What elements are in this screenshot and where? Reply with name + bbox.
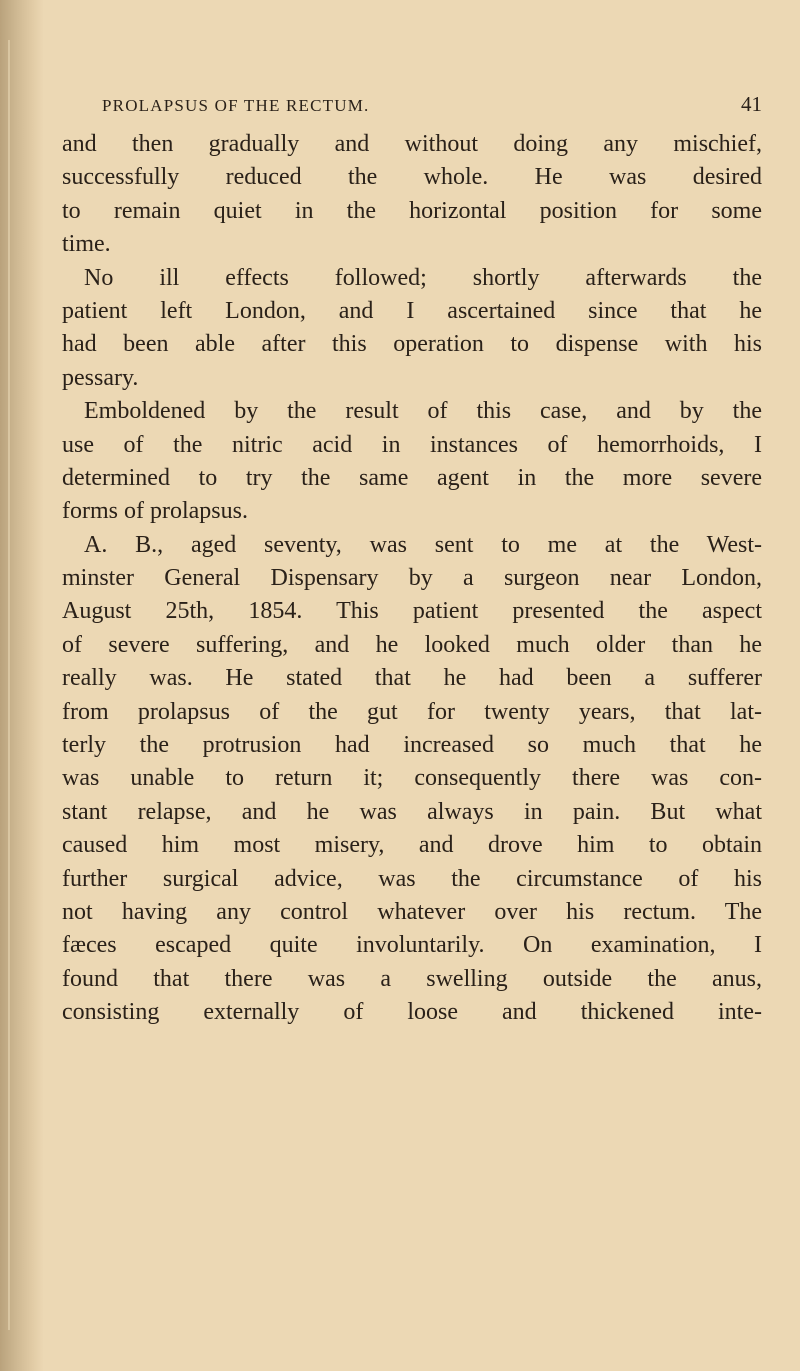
page-number: 41 [741,92,762,116]
text-line: minster General Dispensary by a surgeon near London, [62,565,762,592]
text-line: forms of prolapsus. [62,498,248,525]
text-line: stant relapse, and he was always in pain. But what [62,798,762,825]
text-line: terly the protrusion had increased so much that he [62,732,762,759]
text-line: consisting externally of loose and thickened inte- [62,999,762,1026]
binding-edge [8,40,10,1330]
text-line: successfully reduced the whole. He was desired [62,164,762,191]
text-line: really was. He stated that he had been a sufferer [62,665,762,692]
text-line: August 25th, 1854. This patient presented the aspect [62,598,762,625]
text-line: Emboldened by the result of this case, and by the [84,398,762,425]
text-line: A. B., aged seventy, was sent to me at the West- [84,531,762,558]
text-line: and then gradually and without doing any mischief, [62,131,762,157]
text-line: of severe suffering, and he looked much older than he [62,631,762,658]
text-line: caused him most misery, and drove him to obtain [62,832,762,859]
text-line: No ill effects followed; shortly afterwards the [84,264,762,291]
text-line: not having any control whatever over his rectum. The [62,898,762,925]
running-head [62,92,762,122]
text-line: from prolapsus of the gut for twenty years, that lat- [62,698,762,725]
text-line: was unable to return it; consequently there was con- [62,765,762,792]
text-line: time. [62,231,111,258]
running-title: PROLAPSUS OF THE RECTUM. [102,96,370,115]
body-text [62,128,762,1030]
text-line: use of the nitric acid in instances of hemorrhoids, I [62,431,762,458]
text-line: further surgical advice, was the circumstance of his [62,865,762,892]
text-line: fæces escaped quite involuntarily. On examination, I [62,932,762,959]
text-line: found that there was a swelling outside the anus, [62,965,762,992]
text-line: pessary. [62,364,139,391]
text-line: had been able after this operation to dispense with his [62,331,762,358]
book-page [62,92,762,1030]
text-line: patient left London, and I ascertained since that he [62,297,762,324]
text-line: determined to try the same agent in the more severe [62,464,762,491]
text-line: to remain quiet in the horizontal position for some [62,197,762,224]
page-gutter-shadow [0,0,44,1371]
